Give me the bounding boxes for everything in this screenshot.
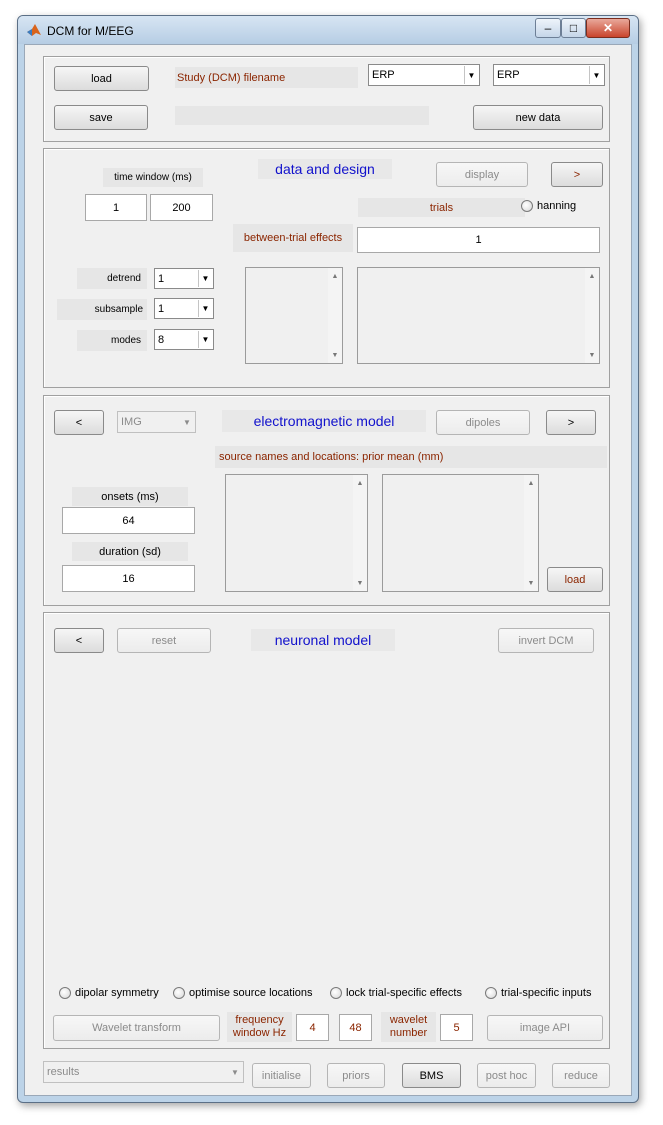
frequency-low-input[interactable]: 4 xyxy=(296,1014,329,1041)
previous-section-button[interactable]: < xyxy=(54,410,104,435)
spatial-model-value: ERP xyxy=(497,69,520,81)
trials-input[interactable]: 1 xyxy=(357,227,600,253)
chevron-down-icon: ▼ xyxy=(198,300,212,317)
subsample-label: subsample xyxy=(57,299,147,320)
image-api-button[interactable]: image API xyxy=(487,1015,603,1041)
reduce-button[interactable]: reduce xyxy=(552,1063,610,1088)
chevron-down-icon: ▼ xyxy=(589,66,603,84)
radio-button[interactable] xyxy=(59,987,71,999)
chevron-down-icon: ▼ xyxy=(464,66,478,84)
load-button[interactable]: load xyxy=(54,66,149,91)
chevron-down-icon: ▼ xyxy=(183,417,191,427)
between-trial-effects-label: between-trial effects xyxy=(233,224,353,252)
scroll-down-icon[interactable]: ▼ xyxy=(588,351,596,359)
load-locations-button[interactable]: load xyxy=(547,567,603,592)
scrollbar[interactable] xyxy=(328,268,342,363)
scrollbar[interactable] xyxy=(585,268,599,363)
neuronal-model-panel xyxy=(43,612,610,1049)
radio-button[interactable] xyxy=(330,987,342,999)
time-window-end-input[interactable]: 200 xyxy=(150,194,213,221)
source-locations-list[interactable] xyxy=(382,474,539,592)
detrend-select[interactable] xyxy=(154,268,214,289)
source-model-select[interactable] xyxy=(117,411,196,433)
source-names-list[interactable] xyxy=(225,474,368,592)
option-label: trial-specific inputs xyxy=(501,987,592,999)
maximize-icon[interactable]: □ xyxy=(561,18,586,38)
trial-effects-matrix-list[interactable] xyxy=(357,267,600,364)
scroll-down-icon[interactable]: ▼ xyxy=(331,351,339,359)
wavelet-number-input[interactable]: 5 xyxy=(440,1014,473,1041)
matlab-icon xyxy=(26,22,42,38)
subsample-value: 1 xyxy=(158,302,165,315)
bms-button[interactable]: BMS xyxy=(402,1063,461,1088)
option-label: lock trial-specific effects xyxy=(346,987,462,999)
scroll-down-icon[interactable]: ▼ xyxy=(356,579,364,587)
minimize-icon[interactable]: – xyxy=(535,18,561,38)
optimise-source-locations-option[interactable] xyxy=(173,987,313,999)
modes-label: modes xyxy=(77,330,147,351)
scroll-down-icon[interactable]: ▼ xyxy=(527,579,535,587)
option-label: optimise source locations xyxy=(189,987,313,999)
scroll-up-icon[interactable]: ▲ xyxy=(527,479,535,487)
onsets-input[interactable]: 64 xyxy=(62,507,195,534)
source-names-label: source names and locations: prior mean (mm) xyxy=(215,446,607,468)
initialise-button[interactable]: initialise xyxy=(252,1063,311,1088)
duration-label: duration (sd) xyxy=(72,542,188,561)
lock-trial-specific-effects-option[interactable] xyxy=(330,987,462,999)
data-design-heading: data and design xyxy=(258,159,392,179)
priors-button[interactable]: priors xyxy=(327,1063,385,1088)
close-icon[interactable]: ✕ xyxy=(586,18,630,38)
reset-button[interactable]: reset xyxy=(117,628,211,653)
trial-specific-inputs-option[interactable] xyxy=(485,987,591,999)
hanning-radio[interactable] xyxy=(521,200,533,212)
post-hoc-button[interactable]: post hoc xyxy=(477,1063,536,1088)
model-type-select[interactable] xyxy=(368,64,480,86)
onsets-label: onsets (ms) xyxy=(72,487,188,506)
results-select[interactable] xyxy=(43,1061,244,1083)
modes-value: 8 xyxy=(158,333,165,346)
electromagnetic-model-heading: electromagnetic model xyxy=(222,410,426,432)
between-trial-effects-list[interactable] xyxy=(245,267,343,364)
results-value: results xyxy=(47,1066,80,1078)
wavelet-number-label: wavelet number xyxy=(381,1012,436,1042)
next-section-button[interactable]: > xyxy=(546,410,596,435)
chevron-down-icon: ▼ xyxy=(198,270,212,287)
chevron-down-icon: ▼ xyxy=(231,1067,239,1077)
new-data-button[interactable]: new data xyxy=(473,105,603,130)
dipolar-symmetry-option[interactable] xyxy=(59,987,159,999)
neuronal-model-heading: neuronal model xyxy=(251,629,395,651)
option-label: dipolar symmetry xyxy=(75,987,159,999)
radio-button[interactable] xyxy=(173,987,185,999)
study-filename-display xyxy=(175,106,429,125)
spatial-model-select[interactable] xyxy=(493,64,605,86)
scroll-up-icon[interactable]: ▲ xyxy=(588,272,596,280)
radio-button[interactable] xyxy=(485,987,497,999)
dipoles-button[interactable]: dipoles xyxy=(436,410,530,435)
save-button[interactable]: save xyxy=(54,105,148,130)
frequency-window-label: frequency window Hz xyxy=(227,1012,292,1042)
detrend-label: detrend xyxy=(77,268,147,289)
trials-label: trials xyxy=(358,198,525,217)
subsample-select[interactable] xyxy=(154,298,214,319)
wavelet-transform-button[interactable]: Wavelet transform xyxy=(53,1015,220,1041)
previous-section-button[interactable]: < xyxy=(54,628,104,653)
scrollbar[interactable] xyxy=(353,475,367,591)
window-title: DCM for M/EEG xyxy=(47,24,134,38)
scroll-up-icon[interactable]: ▲ xyxy=(356,479,364,487)
scroll-up-icon[interactable]: ▲ xyxy=(331,272,339,280)
frequency-high-input[interactable]: 48 xyxy=(339,1014,372,1041)
duration-input[interactable]: 16 xyxy=(62,565,195,592)
display-button[interactable]: display xyxy=(436,162,528,187)
time-window-start-input[interactable]: 1 xyxy=(85,194,147,221)
detrend-value: 1 xyxy=(158,272,165,285)
modes-select[interactable] xyxy=(154,329,214,350)
study-filename-label: Study (DCM) filename xyxy=(175,67,358,88)
chevron-down-icon: ▼ xyxy=(198,331,212,348)
time-window-label: time window (ms) xyxy=(103,168,203,187)
scrollbar[interactable] xyxy=(524,475,538,591)
hanning-label: hanning xyxy=(537,200,577,212)
model-type-value: ERP xyxy=(372,69,395,81)
invert-dcm-button[interactable]: invert DCM xyxy=(498,628,594,653)
hanning-option[interactable] xyxy=(521,200,576,212)
next-section-button[interactable]: > xyxy=(551,162,603,187)
source-model-value: IMG xyxy=(121,416,142,428)
